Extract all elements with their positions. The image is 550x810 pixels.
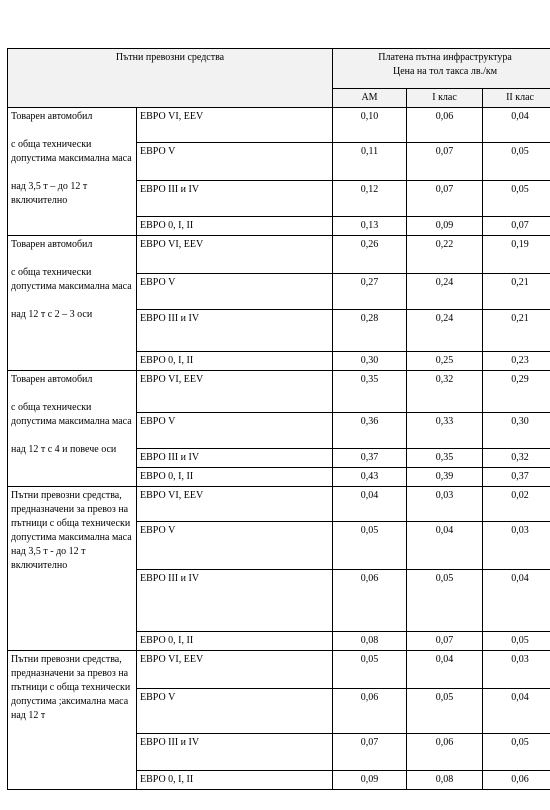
euro-class-cell: ЕВРО 0, I, II xyxy=(137,468,333,487)
euro-class-cell: ЕВРО V xyxy=(137,689,333,734)
price-am-cell: 0,12 xyxy=(333,181,407,217)
price-class-2-cell: 0,05 xyxy=(483,143,550,181)
price-class-2-cell: 0,05 xyxy=(483,181,550,217)
price-am-cell: 0,37 xyxy=(333,449,407,468)
price-class-1-cell: 0,24 xyxy=(407,274,483,310)
price-class-1-cell: 0,06 xyxy=(407,108,483,143)
column-header-class-2: II клас xyxy=(483,89,550,108)
price-class-2-cell: 0,23 xyxy=(483,352,550,371)
price-class-1-cell: 0,07 xyxy=(407,143,483,181)
price-am-cell: 0,36 xyxy=(333,413,407,449)
price-am-cell: 0,13 xyxy=(333,217,407,236)
table-body xyxy=(8,108,550,790)
column-header-am: АМ xyxy=(333,89,407,108)
price-am-cell: 0,04 xyxy=(333,487,407,522)
euro-class-cell: ЕВРО 0, I, II xyxy=(137,352,333,371)
price-am-cell: 0,30 xyxy=(333,352,407,371)
price-am-cell: 0,11 xyxy=(333,143,407,181)
price-class-1-cell: 0,39 xyxy=(407,468,483,487)
euro-class-cell: ЕВРО 0, I, II xyxy=(137,217,333,236)
euro-class-cell: ЕВРО V xyxy=(137,143,333,181)
price-class-1-cell: 0,25 xyxy=(407,352,483,371)
price-class-1-cell: 0,24 xyxy=(407,310,483,352)
euro-class-cell: ЕВРО III и IV xyxy=(137,734,333,771)
vehicle-category-cell: Пътни превозни средства, предназначени за превоз на пътници с обща технически допустима максимална маса над 3,5 т - до 12 т включително xyxy=(8,487,137,651)
column-header-class-1: I клас xyxy=(407,89,483,108)
price-class-1-cell: 0,06 xyxy=(407,734,483,771)
table-row xyxy=(8,108,550,143)
price-class-2-cell: 0,19 xyxy=(483,236,550,274)
euro-class-cell: ЕВРО VI, EEV xyxy=(137,651,333,689)
price-am-cell: 0,43 xyxy=(333,468,407,487)
price-class-2-cell: 0,32 xyxy=(483,449,550,468)
price-am-cell: 0,35 xyxy=(333,371,407,413)
price-class-2-cell: 0,06 xyxy=(483,771,550,790)
price-class-1-cell: 0,32 xyxy=(407,371,483,413)
price-am-cell: 0,28 xyxy=(333,310,407,352)
euro-class-cell: ЕВРО VI, EEV xyxy=(137,487,333,522)
euro-class-cell: ЕВРО VI, EEV xyxy=(137,108,333,143)
price-am-cell: 0,05 xyxy=(333,651,407,689)
table-row xyxy=(8,236,550,274)
vehicle-category-cell: Товарен автомобил с обща технически допустима максимална маса над 12 т с 2 – 3 оси xyxy=(8,236,137,371)
price-class-2-cell: 0,03 xyxy=(483,651,550,689)
euro-class-cell: ЕВРО III и IV xyxy=(137,570,333,632)
vehicle-category-cell: Товарен автомобил с обща технически допустима максимална маса над 3,5 т – до 12 т включително xyxy=(8,108,137,236)
euro-class-cell: ЕВРО 0, I, II xyxy=(137,771,333,790)
toll-rates-table xyxy=(7,48,550,790)
price-class-2-cell: 0,04 xyxy=(483,108,550,143)
price-class-1-cell: 0,03 xyxy=(407,487,483,522)
price-am-cell: 0,26 xyxy=(333,236,407,274)
price-am-cell: 0,09 xyxy=(333,771,407,790)
vehicle-category-cell: Пътни превозни средства, предназначени за превоз на пътници с обща технически допустима ;аксимална маса над 12 т xyxy=(8,651,137,790)
table-row xyxy=(8,371,550,413)
price-class-1-cell: 0,35 xyxy=(407,449,483,468)
price-class-2-cell: 0,02 xyxy=(483,487,550,522)
price-class-2-cell: 0,21 xyxy=(483,310,550,352)
price-am-cell: 0,06 xyxy=(333,689,407,734)
euro-class-cell: ЕВРО 0, I, II xyxy=(137,632,333,651)
price-class-1-cell: 0,04 xyxy=(407,522,483,570)
price-class-1-cell: 0,08 xyxy=(407,771,483,790)
price-class-1-cell: 0,05 xyxy=(407,689,483,734)
header-vehicles: Пътни превозни средства xyxy=(8,49,333,108)
vehicle-category-cell: Товарен автомобил с обща технически допустима максимална маса над 12 т с 4 и повече оси xyxy=(8,371,137,487)
euro-class-cell: ЕВРО III и IV xyxy=(137,181,333,217)
price-class-2-cell: 0,04 xyxy=(483,689,550,734)
euro-class-cell: ЕВРО V xyxy=(137,274,333,310)
euro-class-cell: ЕВРО V xyxy=(137,413,333,449)
price-am-cell: 0,10 xyxy=(333,108,407,143)
header-price-title: Цена на тол такса лв./км xyxy=(392,66,498,77)
price-class-1-cell: 0,22 xyxy=(407,236,483,274)
price-class-1-cell: 0,07 xyxy=(407,181,483,217)
header-infrastructure xyxy=(333,49,550,89)
price-class-2-cell: 0,29 xyxy=(483,371,550,413)
price-class-1-cell: 0,04 xyxy=(407,651,483,689)
price-class-2-cell: 0,05 xyxy=(483,734,550,771)
header-infra-title: Платена пътна инфраструктура xyxy=(378,52,512,63)
price-class-2-cell: 0,05 xyxy=(483,632,550,651)
price-am-cell: 0,06 xyxy=(333,570,407,632)
price-class-1-cell: 0,33 xyxy=(407,413,483,449)
euro-class-cell: ЕВРО III и IV xyxy=(137,449,333,468)
price-class-2-cell: 0,30 xyxy=(483,413,550,449)
euro-class-cell: ЕВРО VI, EEV xyxy=(137,371,333,413)
price-am-cell: 0,08 xyxy=(333,632,407,651)
table-row xyxy=(8,651,550,689)
price-class-2-cell: 0,04 xyxy=(483,570,550,632)
price-class-1-cell: 0,09 xyxy=(407,217,483,236)
table-row xyxy=(8,487,550,522)
price-am-cell: 0,05 xyxy=(333,522,407,570)
euro-class-cell: ЕВРО V xyxy=(137,522,333,570)
price-class-2-cell: 0,21 xyxy=(483,274,550,310)
price-class-1-cell: 0,07 xyxy=(407,632,483,651)
price-class-1-cell: 0,05 xyxy=(407,570,483,632)
price-am-cell: 0,07 xyxy=(333,734,407,771)
euro-class-cell: ЕВРО III и IV xyxy=(137,310,333,352)
price-class-2-cell: 0,03 xyxy=(483,522,550,570)
price-class-2-cell: 0,37 xyxy=(483,468,550,487)
euro-class-cell: ЕВРО VI, EEV xyxy=(137,236,333,274)
price-class-2-cell: 0,07 xyxy=(483,217,550,236)
price-am-cell: 0,27 xyxy=(333,274,407,310)
